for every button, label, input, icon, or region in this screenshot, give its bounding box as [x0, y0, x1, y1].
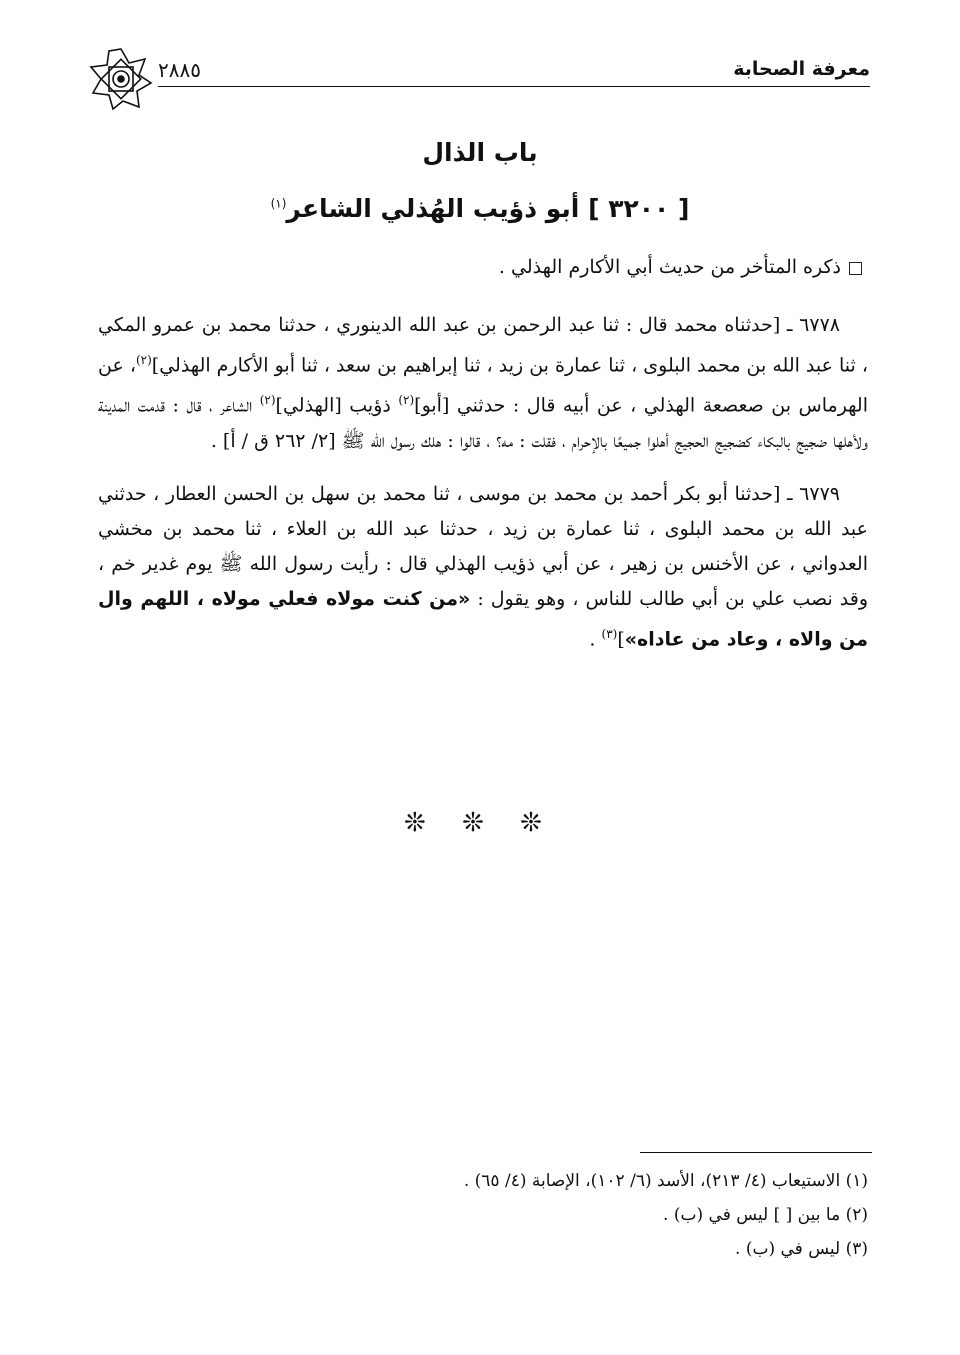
mention-text: ذكره المتأخر من حديث أبي الأكارم الهذلي . — [498, 256, 841, 278]
running-title: معرفة الصحابة — [733, 58, 870, 80]
footnote-ref: (٢) — [259, 393, 276, 408]
hadith-text: ٦٧٧٨ ـ [حدثناه محمد قال : ثنا عبد الرحمن بن عبد الله الدينوري ، حدثنا محمد بن عمرو المكي ، ثنا عبد الله بن محمد البلوى ، ثنا عمارة بن زيد ، ثنا إبراهيم بن سعد ، ثنا أبو الأكارم الهذلي] — [98, 314, 868, 377]
hadith-quote: «من كنت مولاه فعلي مولاه ، اللهم وال من والاه ، وعاد من عاداه» — [98, 587, 868, 650]
hadith-text: ذؤيب [الهذلي] — [275, 394, 399, 417]
header-divider — [158, 86, 870, 87]
main-text — [98, 308, 868, 675]
footnote-ref: (٢) — [398, 393, 415, 408]
square-bullet-icon — [849, 262, 862, 275]
hadith-text: . — [589, 627, 602, 650]
hadith-text: ] — [617, 627, 625, 650]
footnote-ref: (٣) — [601, 626, 618, 641]
footnote-divider — [640, 1152, 872, 1153]
hadith-text: ٦٧٧٩ ـ [حدثنا أبو بكر أحمد بن محمد بن موسى ، ثنا محمد بن سهل بن الحسن العطار ، حدثني عبد الله بن محمد البلوى ، ثنا عمارة بن زيد ، حدثنا عبد الله بن العلاء ، ثنا محمد بن مخشي العدواني ، عن الأخنس بن زهير ، عن أبي ذؤيب الهذلي قال : رأيت رسول الله ﷺ يوم غدير خم ، وقد نصب علي بن أبي طالب للناس ، وهو يقول : — [98, 482, 869, 610]
footnote: (٣) ليس في (ب) . — [735, 1239, 868, 1259]
page-header — [88, 52, 870, 108]
hadith-text: الشاعر ، قال : قدمت المدينة ولأهلها ضجيج بالبكاء كضجيج الحجيج أهلوا جميعًا بالإحرام ، فقلت : مه؟ ، قالوا : هلك رسول الله ﷺ [٢/ ٢٦٢ ق / أ] . — [98, 394, 868, 452]
footnotes — [98, 1164, 868, 1266]
footnote: (١) الاستيعاب (٤/ ٢١٣)، الأسد (٦/ ١٠٢)، الإصابة (٤/ ٦٥) . — [463, 1171, 868, 1191]
hadith-text: ، عن الهرماس بن صعصعة الهذلي ، عن أبيه قال : حدثني [أبو] — [97, 354, 868, 417]
mention-line — [92, 256, 862, 278]
footnote: (٢) ما بين [ ] ليس في (ب) . — [663, 1205, 868, 1225]
entry-title — [0, 194, 960, 223]
section-separator: ❊ ❊ ❊ — [404, 808, 556, 838]
page-number: ٢٨٨٥ — [158, 58, 201, 82]
hadith-paragraph — [98, 477, 868, 657]
footnote-ref: (٢) — [135, 353, 152, 367]
chapter-title: باب الذال — [422, 138, 538, 167]
ornament-icon — [88, 46, 154, 112]
hadith-paragraph — [98, 308, 868, 459]
footnote-ref: (١) — [270, 196, 287, 211]
entry-title-text: [ ٣٢٠٠ ] أبو ذؤيب الهُذلي الشاعر — [286, 194, 690, 223]
